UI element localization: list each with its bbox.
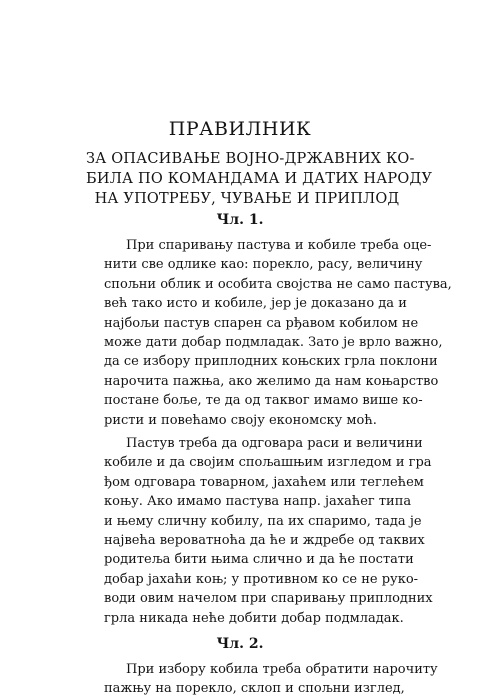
text-line: Пастув треба да одговара раси и величини <box>126 436 423 451</box>
text-line: нити све одлике као: порекло, расу, величину <box>104 257 423 273</box>
text-line: ђом одговара товарном, јахаћем или теглећем <box>104 474 424 490</box>
text-line: да се избору приплодних коњских грла поклони <box>104 354 438 370</box>
article-1-heading: Чл. 1. <box>216 212 264 228</box>
text-line: грла никада неће добити добар подмладак. <box>104 610 404 626</box>
text-line: родитеља бити њима слично и да ће постати <box>104 552 414 568</box>
text-line: добар јахаћи коњ; у противном ко се не руко- <box>104 571 419 587</box>
subtitle-line: БИЛА ПО КОМАНДАМА И ДАТИХ НАРОДУ <box>86 171 433 187</box>
text-line: и њему сличну кобилу, па их спаримо, тада је <box>104 513 422 529</box>
document-subtitle <box>86 149 433 209</box>
article-1-paragraph-1 <box>104 236 452 430</box>
article-2-paragraph-1 <box>104 660 438 699</box>
document-title: ПРАВИЛНИК <box>168 118 312 140</box>
text-line: најбољи пастув спарен са рђавом кобилом не <box>104 315 419 331</box>
text-line: постане боље, те да од таквог имамо више ко- <box>104 393 423 409</box>
text-line: нарочита пажња, ако желимо да нам коњарство <box>104 373 439 389</box>
subtitle-line: ЗА ОПАСИВАЊЕ ВОЈНО-ДРЖАВНИХ КО- <box>86 151 415 167</box>
text-line: већ тако исто и кобиле, јер је доказано да и <box>104 296 407 312</box>
article-1-paragraph-2 <box>104 434 433 628</box>
text-line: кобиле и да својим спољашњим изгледом и гра <box>104 455 432 471</box>
text-line: ристи и повећамо своју економску моћ. <box>104 412 377 428</box>
text-line: спољни облик и особита својства не само пастува, <box>104 276 452 292</box>
text-line: коњу. Ако имамо пастува напр. јахаћег типа <box>104 494 412 510</box>
text-line: може дати добар подмладак. Зато је врло важно, <box>104 334 443 350</box>
text-line: При избору кобила треба обратити нарочиту <box>126 662 438 677</box>
text-line: води овим начелом при спаривању приплодних <box>104 591 433 607</box>
text-line: При спаривању пастува и кобиле треба оце- <box>126 238 432 253</box>
text-line: највећа вероватноћа да ће и ждребе од таквих <box>104 532 425 548</box>
article-2-heading: Чл. 2. <box>216 636 264 652</box>
subtitle-line: НА УПОТРЕБУ, ЧУВАЊЕ И ПРИПЛОД <box>94 191 400 207</box>
text-line: пажњу на порекло, склоп и спољни изглед, <box>104 681 405 697</box>
